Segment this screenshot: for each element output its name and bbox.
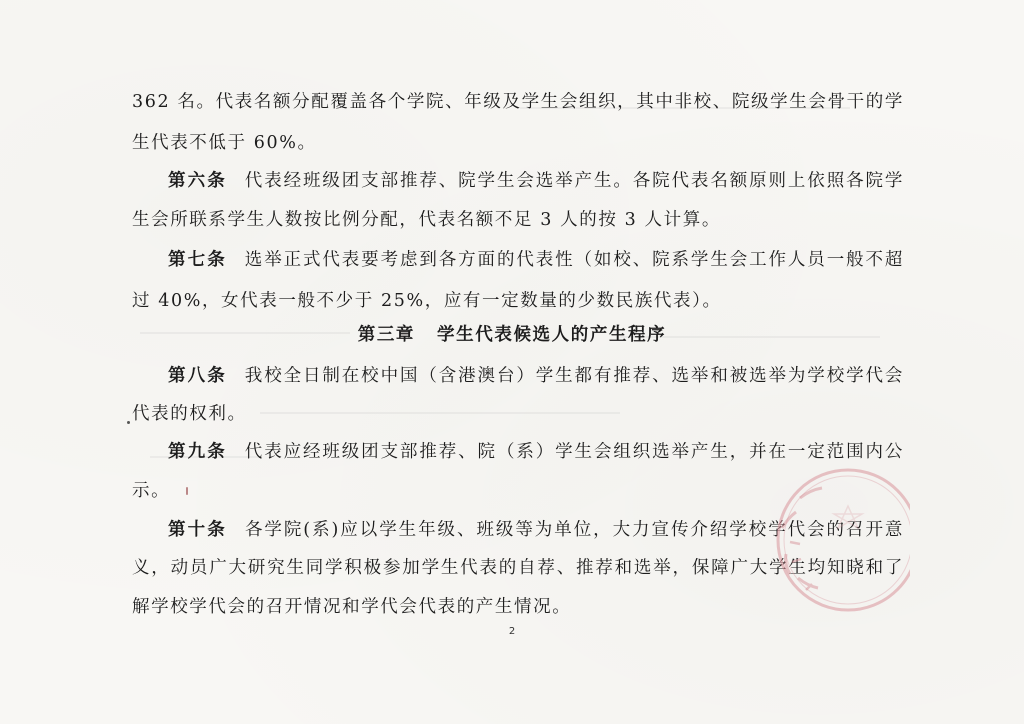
text-line: 义，动员广大研究生同学积极参加学生代表的自荐、推荐和选举，保障广大学生均知晓和了: [132, 558, 904, 578]
text-line: 代表的权利。: [132, 404, 247, 424]
chapter-heading: [0, 323, 1024, 347]
official-seal-stamp: [740, 458, 910, 628]
article-7-line-1: [168, 248, 904, 272]
text-line: 过 40%，女代表一般不少于 25%，应有一定数量的少数民族代表）。: [132, 291, 722, 311]
chapter-number: 第三章: [357, 325, 416, 345]
article-10-text: 各学院(系)应以学生年级、班级等为单位，大力宣传介绍学校学代会的召开意: [244, 520, 904, 540]
text-line: 362 名。代表名额分配覆盖各个学院、年级及学生会组织，其中非校、院级学生会骨干的学: [132, 92, 904, 112]
article-6-line-1: [168, 169, 904, 193]
text-line: 示。: [132, 481, 171, 501]
article-6-heading: 第六条: [168, 171, 227, 191]
article-7-heading: 第七条: [168, 250, 227, 270]
article-7-text: 选举正式代表要考虑到各方面的代表性（如校、院系学生会工作人员一般不超: [244, 250, 904, 270]
article-6-text: 代表经班级团支部推荐、院学生会选举产生。各院代表名额原则上依照各院学: [244, 171, 904, 191]
text-line: 生代表不低于 60%。: [132, 133, 317, 153]
page-number: 2: [508, 626, 516, 637]
article-8-line-1: [168, 364, 904, 388]
text-line: 解学校学代会的召开情况和学代会代表的产生情况。: [132, 597, 572, 617]
article-9-heading: 第九条: [168, 442, 227, 462]
chapter-title: 学生代表候选人的产生程序: [437, 325, 667, 345]
text-line: 生会所联系学生人数按比例分配，代表名额不足 3 人的按 3 人计算。: [132, 210, 721, 230]
article-10-heading: 第十条: [168, 520, 227, 540]
article-8-text: 我校全日制在校中国（含港澳台）学生都有推荐、选举和被选举为学校学代会: [244, 366, 904, 386]
article-9-text: 代表应经班级团支部推荐、院（系）学生会组织选举产生，并在一定范围内公: [244, 442, 904, 462]
article-8-heading: 第八条: [168, 366, 227, 386]
